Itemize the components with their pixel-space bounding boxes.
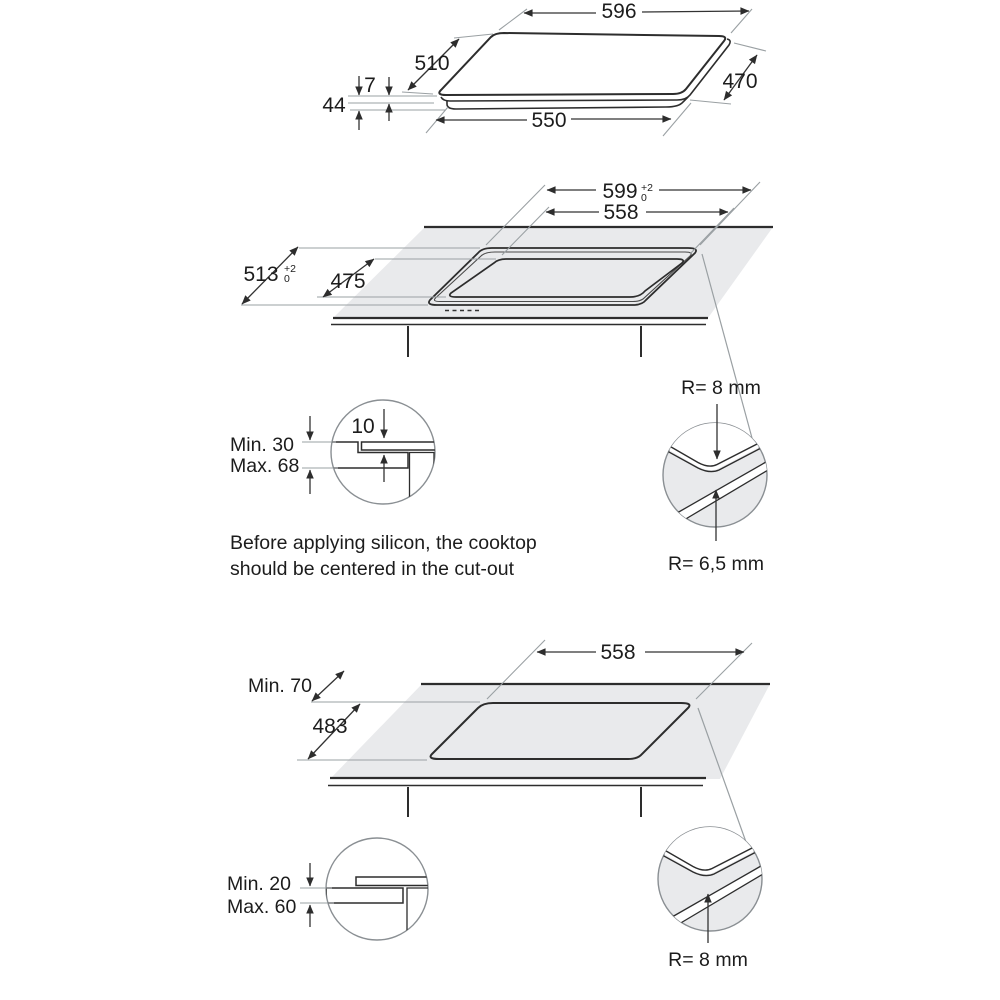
label-edge-clearance: Min. 70 (248, 675, 312, 697)
cooktop-top-view (322, 0, 766, 136)
surface-mount-thickness-detail (227, 838, 433, 940)
installation-note (230, 532, 537, 580)
dim-width-base: 550 (531, 109, 567, 132)
tolerance-upper: +2 (641, 182, 653, 194)
flush-mount-thickness-detail (230, 400, 439, 504)
glass-top-outline (439, 33, 725, 95)
dim-cutout-depth: 483 (312, 715, 348, 738)
tolerance-lower: 0 (641, 192, 647, 204)
dim-cutout-depth-outer: 513 (243, 263, 279, 286)
dim-cutout-width: 558 (600, 641, 636, 664)
dim-depth-right: 470 (722, 70, 758, 93)
tolerance-lower: 0 (284, 273, 290, 285)
flush-corner-radius-detail (656, 377, 768, 575)
tolerance-upper: +2 (284, 263, 296, 275)
label-thickness-min: Min. 20 (227, 873, 291, 895)
worktop-surface (330, 684, 770, 779)
dim-glass-thickness: 7 (364, 74, 376, 97)
note-line-1: Before applying silicon, the cooktop (230, 532, 537, 554)
dim-height-total: 44 (322, 94, 346, 117)
dim-width-top: 596 (601, 0, 637, 23)
label-radius: R= 8 mm (668, 949, 748, 971)
label-thickness-max: Max. 68 (230, 455, 300, 477)
flush-mount-cutout-view (241, 180, 773, 357)
dim-cutout-width-outer: 599 (602, 180, 638, 203)
surface-mount-cutout-view (248, 640, 770, 817)
surface-corner-radius-detail (651, 812, 763, 971)
dim-cutout-width-inner: 558 (603, 201, 639, 224)
label-radius-inner: R= 6,5 mm (668, 553, 764, 575)
detail-circle (326, 838, 428, 940)
base-pan-outline (447, 97, 688, 109)
dim-cutout-depth-inner: 475 (330, 270, 366, 293)
dim-depth-left: 510 (414, 52, 450, 75)
label-thickness-min: Min. 30 (230, 434, 294, 456)
glass-edge-outline (441, 39, 730, 101)
label-thickness-max: Max. 60 (227, 896, 297, 918)
dim-rebate-depth: 10 (351, 415, 375, 438)
label-radius-outer: R= 8 mm (681, 377, 761, 399)
note-line-2: should be centered in the cut-out (230, 558, 515, 580)
